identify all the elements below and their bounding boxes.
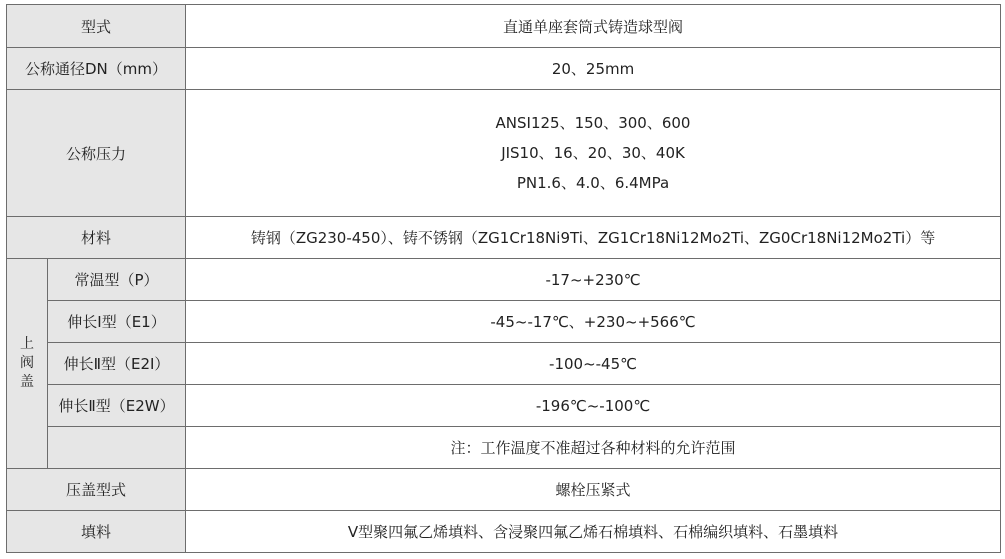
bonnet-group-label: 上 阀 盖 [7, 259, 48, 469]
bonnet-note-blank [48, 427, 186, 469]
bonnet-e1-value: -45~-17℃、+230~+566℃ [186, 301, 1001, 343]
spec-row-bonnet-p [7, 259, 1001, 301]
pressure-label: 公称压力 [7, 90, 186, 217]
spec-row-bonnet-e1 [7, 301, 1001, 343]
bonnet-e2i-value: -100~-45℃ [186, 343, 1001, 385]
spec-row-gland [7, 469, 1001, 511]
bonnet-p-label: 常温型（P） [48, 259, 186, 301]
gland-label: 压盖型式 [7, 469, 186, 511]
spec-row-bonnet-e2i [7, 343, 1001, 385]
spec-row-material [7, 217, 1001, 259]
material-label: 材料 [7, 217, 186, 259]
spec-row-bonnet-e2w [7, 385, 1001, 427]
spec-row-packing [7, 511, 1001, 553]
bonnet-note: 注：工作温度不准超过各种材料的允许范围 [186, 427, 1001, 469]
bonnet-e2w-value: -196℃~-100℃ [186, 385, 1001, 427]
pressure-values [186, 90, 1001, 217]
spec-row-bonnet-note [7, 427, 1001, 469]
pressure-ansi: ANSI125、150、300、600 [495, 114, 691, 132]
pressure-jis: JIS10、16、20、30、40K [501, 144, 685, 162]
spec-row-dn [7, 48, 1001, 90]
packing-value: V型聚四氟乙烯填料、含浸聚四氟乙烯石棉填料、石棉编织填料、石墨填料 [186, 511, 1001, 553]
bonnet-e2i-label: 伸长Ⅱ型（E2Ⅰ） [48, 343, 186, 385]
bonnet-e1-label: 伸长Ⅰ型（E1） [48, 301, 186, 343]
bonnet-e2w-label: 伸长Ⅱ型（E2W） [48, 385, 186, 427]
dn-value: 20、25mm [186, 48, 1001, 90]
valve-spec-table [6, 4, 1001, 553]
spec-row-pressure [7, 90, 1001, 217]
material-value: 铸钢（ZG230-450）、铸不锈钢（ZG1Cr18Ni9Ti、ZG1Cr18Ni12Mo2Ti、ZG0Cr18Ni12Mo2Ti）等 [186, 217, 1001, 259]
type-label: 型式 [7, 5, 186, 48]
packing-label: 填料 [7, 511, 186, 553]
gland-value: 螺栓压紧式 [186, 469, 1001, 511]
pressure-pn: PN1.6、4.0、6.4MPa [516, 174, 670, 192]
bonnet-p-value: -17~+230℃ [186, 259, 1001, 301]
type-value: 直通单座套筒式铸造球型阀 [186, 5, 1001, 48]
spec-row-type [7, 5, 1001, 48]
dn-label: 公称通径DN（mm） [7, 48, 186, 90]
